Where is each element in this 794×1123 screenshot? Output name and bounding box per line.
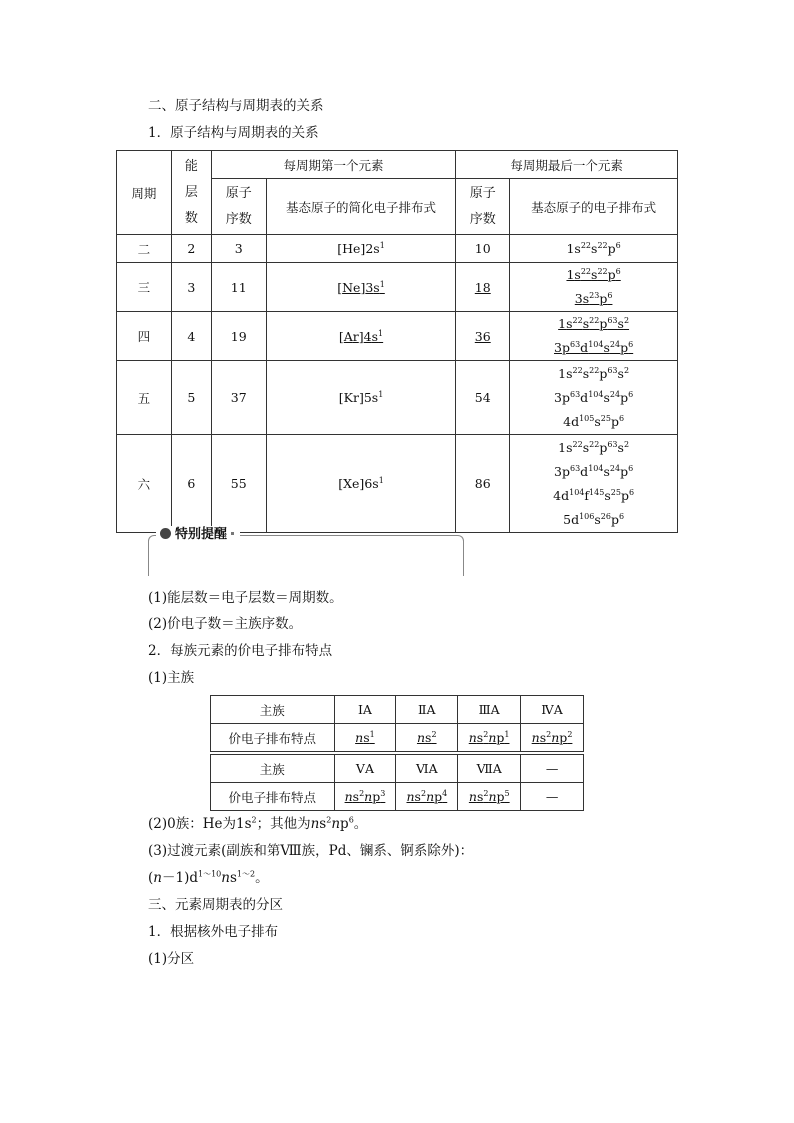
last-config-cell [510, 263, 678, 312]
header-last-atomic-no-text: 原子序数 [469, 185, 496, 227]
period-rows [117, 235, 678, 533]
config-line-text: $5d^{106}s^{26}p^6$ [563, 511, 625, 527]
shell-count-cell-text: 4 [187, 328, 196, 344]
valence-config-text: $ns^1$ [355, 729, 375, 745]
period-cell [117, 312, 172, 361]
valence-config-text: $ns^2$ [416, 729, 437, 745]
transition-line-2: $(n-1)d^{1\sim 10}ns^{1\sim 2}$。 [148, 869, 269, 886]
header-shells [171, 151, 211, 235]
period-cell-text: 三 [137, 280, 151, 295]
config-line-text: $3p^{63}d^{104}s^{24}p^6$ [554, 463, 634, 479]
header-shells-text: 能层数 [184, 158, 198, 226]
first-atomic-no-cell-text: 3 [234, 241, 243, 256]
header-first-atomic-no-text: 原子序数 [225, 185, 252, 227]
period-cell [117, 235, 172, 263]
config-line [510, 508, 677, 532]
shell-count-cell [171, 361, 211, 435]
config-line-text: $3p^{63}d^{104}s^{24}p^6$ [554, 339, 634, 355]
header-last-config: 基态原子的电子排布式 [510, 179, 678, 235]
group-label: ⅠA [334, 696, 396, 724]
first-config-cell-text: $[Xe]6s^1$ [338, 475, 384, 491]
header-first-config: 基态原子的简化电子排布式 [266, 179, 456, 235]
main-group-table-a [210, 695, 584, 752]
config-line-text: $3p^{63}d^{104}s^{24}p^6$ [554, 389, 634, 405]
first-atomic-no-cell [211, 235, 266, 263]
main-group-table-b [210, 754, 584, 811]
config-line [510, 336, 677, 360]
subsection3-title: 1．根据核外电子排布 [148, 924, 279, 940]
group0-line: (2)0族：He为$1s^2$；其他为$ns^2np^6$。 [148, 815, 368, 832]
first-config-cell-text: $[Ar]4s^1$ [338, 328, 384, 344]
first-config-cell [266, 312, 456, 361]
period-row [117, 312, 678, 361]
period-cell-text: 四 [137, 329, 151, 344]
first-atomic-no-cell [211, 312, 266, 361]
config-line-text: $1s^{22}s^{22}p^6$ [566, 266, 621, 282]
valence-config [458, 783, 521, 811]
period-cell-text: 五 [137, 390, 151, 406]
config-line-text: $1s^{22}s^{22}p^6$ [566, 240, 621, 256]
valence-config [396, 724, 458, 752]
config-line [510, 362, 677, 386]
main-group-header: 主族 [211, 696, 335, 724]
shell-count-cell-text: 6 [187, 476, 196, 491]
shell-count-cell [171, 435, 211, 533]
period-row [117, 361, 678, 435]
config-line [510, 460, 677, 484]
config-line [510, 287, 677, 311]
group-label: ⅥA [396, 755, 458, 783]
period-row [117, 435, 678, 533]
valence-config-text: $ns^2np^5$ [468, 788, 510, 804]
last-atomic-no-cell-text: 10 [474, 241, 491, 256]
first-atomic-no-cell-text: 55 [230, 476, 247, 491]
shell-count-cell [171, 312, 211, 361]
first-config-cell [266, 361, 456, 435]
valence-config [458, 724, 521, 752]
first-atomic-no-cell [211, 361, 266, 435]
last-config-cell [510, 435, 678, 533]
group-label: ⅤA [334, 755, 396, 783]
first-atomic-no-cell-text: 11 [230, 279, 247, 295]
last-atomic-no-cell-text: 86 [474, 476, 491, 491]
config-line [510, 410, 677, 434]
shell-count-cell-text: 3 [187, 279, 196, 295]
shell-count-cell [171, 263, 211, 312]
group-label: ⅣA [521, 696, 584, 724]
config-line [510, 386, 677, 410]
last-atomic-no-cell-text: 18 [474, 279, 491, 295]
config-line [510, 263, 677, 287]
last-atomic-no-cell [456, 312, 510, 361]
valence-config-text: $ns^2np^1$ [468, 729, 510, 745]
valence-config-text: $ns^2np^3$ [344, 788, 386, 804]
header-first-atomic-no [211, 179, 266, 235]
valence-config [521, 724, 584, 752]
first-config-cell [266, 435, 456, 533]
first-config-cell [266, 263, 456, 312]
zone-label: (1)分区 [148, 951, 195, 967]
first-atomic-no-cell-text: 19 [230, 328, 247, 344]
valence-config: — [521, 783, 584, 811]
period-row [117, 263, 678, 312]
valence-config-text: $ns^2np^2$ [531, 729, 573, 745]
section3-title: 三、元素周期表的分区 [148, 897, 283, 913]
header-last-atomic-no [456, 179, 510, 235]
last-config-cell [510, 235, 678, 263]
config-line [510, 484, 677, 508]
period-cell [117, 361, 172, 435]
valence-config [396, 783, 458, 811]
first-config-cell-text: $[Ne]3s^1$ [337, 279, 385, 295]
first-atomic-no-cell-text: 37 [230, 390, 247, 405]
section2-title: 二、原子结构与周期表的关系 [148, 98, 324, 114]
config-line-text: $4d^{105}s^{25}p^6$ [563, 413, 625, 429]
reminder-icon [160, 528, 171, 539]
valence-config-text: $ns^2np^4$ [406, 788, 448, 804]
first-config-cell-text: $[Kr]5s^1$ [338, 389, 384, 405]
first-config-cell [266, 235, 456, 263]
last-atomic-no-cell [456, 435, 510, 533]
last-atomic-no-cell-text: 54 [474, 390, 491, 405]
first-atomic-no-cell [211, 435, 266, 533]
period-cell-text: 二 [137, 241, 151, 257]
config-line [510, 237, 677, 261]
group-label: — [521, 755, 584, 783]
subsection1-title: 1．原子结构与周期表的关系 [148, 125, 319, 141]
special-tip-title-text: 特别提醒 [175, 527, 228, 542]
header-last-element: 每周期最后一个元素 [456, 151, 678, 179]
period-structure-table [116, 150, 678, 533]
valence-feature-header: 价电子排布特点 [211, 724, 335, 752]
group-label: ⅡA [396, 696, 458, 724]
last-config-cell [510, 361, 678, 435]
shell-count-cell-text: 2 [187, 241, 196, 256]
last-atomic-no-cell [456, 263, 510, 312]
config-line-text: $1s^{22}s^{22}p^{63}s^2$ [558, 315, 630, 331]
last-config-cell [510, 312, 678, 361]
header-period: 周期 [117, 151, 172, 235]
main-group-label: (1)主族 [148, 670, 195, 686]
transition-line-1: (3)过渡元素(副族和第Ⅷ族，Pd、镧系、锕系除外)： [148, 843, 474, 859]
last-atomic-no-cell-text: 36 [474, 328, 491, 344]
valence-config [334, 783, 396, 811]
config-line-text: $1s^{22}s^{22}p^{63}s^2$ [558, 365, 630, 381]
last-atomic-no-cell [456, 361, 510, 435]
config-line [510, 312, 677, 336]
valence-config [334, 724, 396, 752]
header-first-element: 每周期第一个元素 [211, 151, 456, 179]
period-row [117, 235, 678, 263]
first-atomic-no-cell [211, 263, 266, 312]
special-tip-title [156, 526, 240, 544]
config-line [510, 436, 677, 460]
main-group-header: 主族 [211, 755, 335, 783]
config-line-text: $3s^{23}p^6$ [574, 290, 613, 306]
last-atomic-no-cell [456, 235, 510, 263]
first-config-cell-text: $[He]2s^1$ [337, 240, 385, 256]
group-label: ⅢA [458, 696, 521, 724]
dot-icon [231, 532, 234, 535]
period-cell-text: 六 [137, 476, 151, 492]
subsection2-title: 2．每族元素的价电子排布特点 [148, 643, 333, 659]
shell-count-cell [171, 235, 211, 263]
tip-line-2: (2)价电子数＝主族序数。 [148, 616, 303, 632]
tip-line-1: (1)能层数＝电子层数＝周期数。 [148, 590, 343, 606]
period-cell [117, 435, 172, 533]
config-line-text: $1s^{22}s^{22}p^{63}s^2$ [558, 439, 630, 455]
shell-count-cell-text: 5 [187, 390, 196, 405]
group-label: ⅦA [458, 755, 521, 783]
valence-feature-header: 价电子排布特点 [211, 783, 335, 811]
config-line-text: $4d^{104}f^{145}s^{25}p^6$ [553, 487, 635, 503]
period-cell [117, 263, 172, 312]
